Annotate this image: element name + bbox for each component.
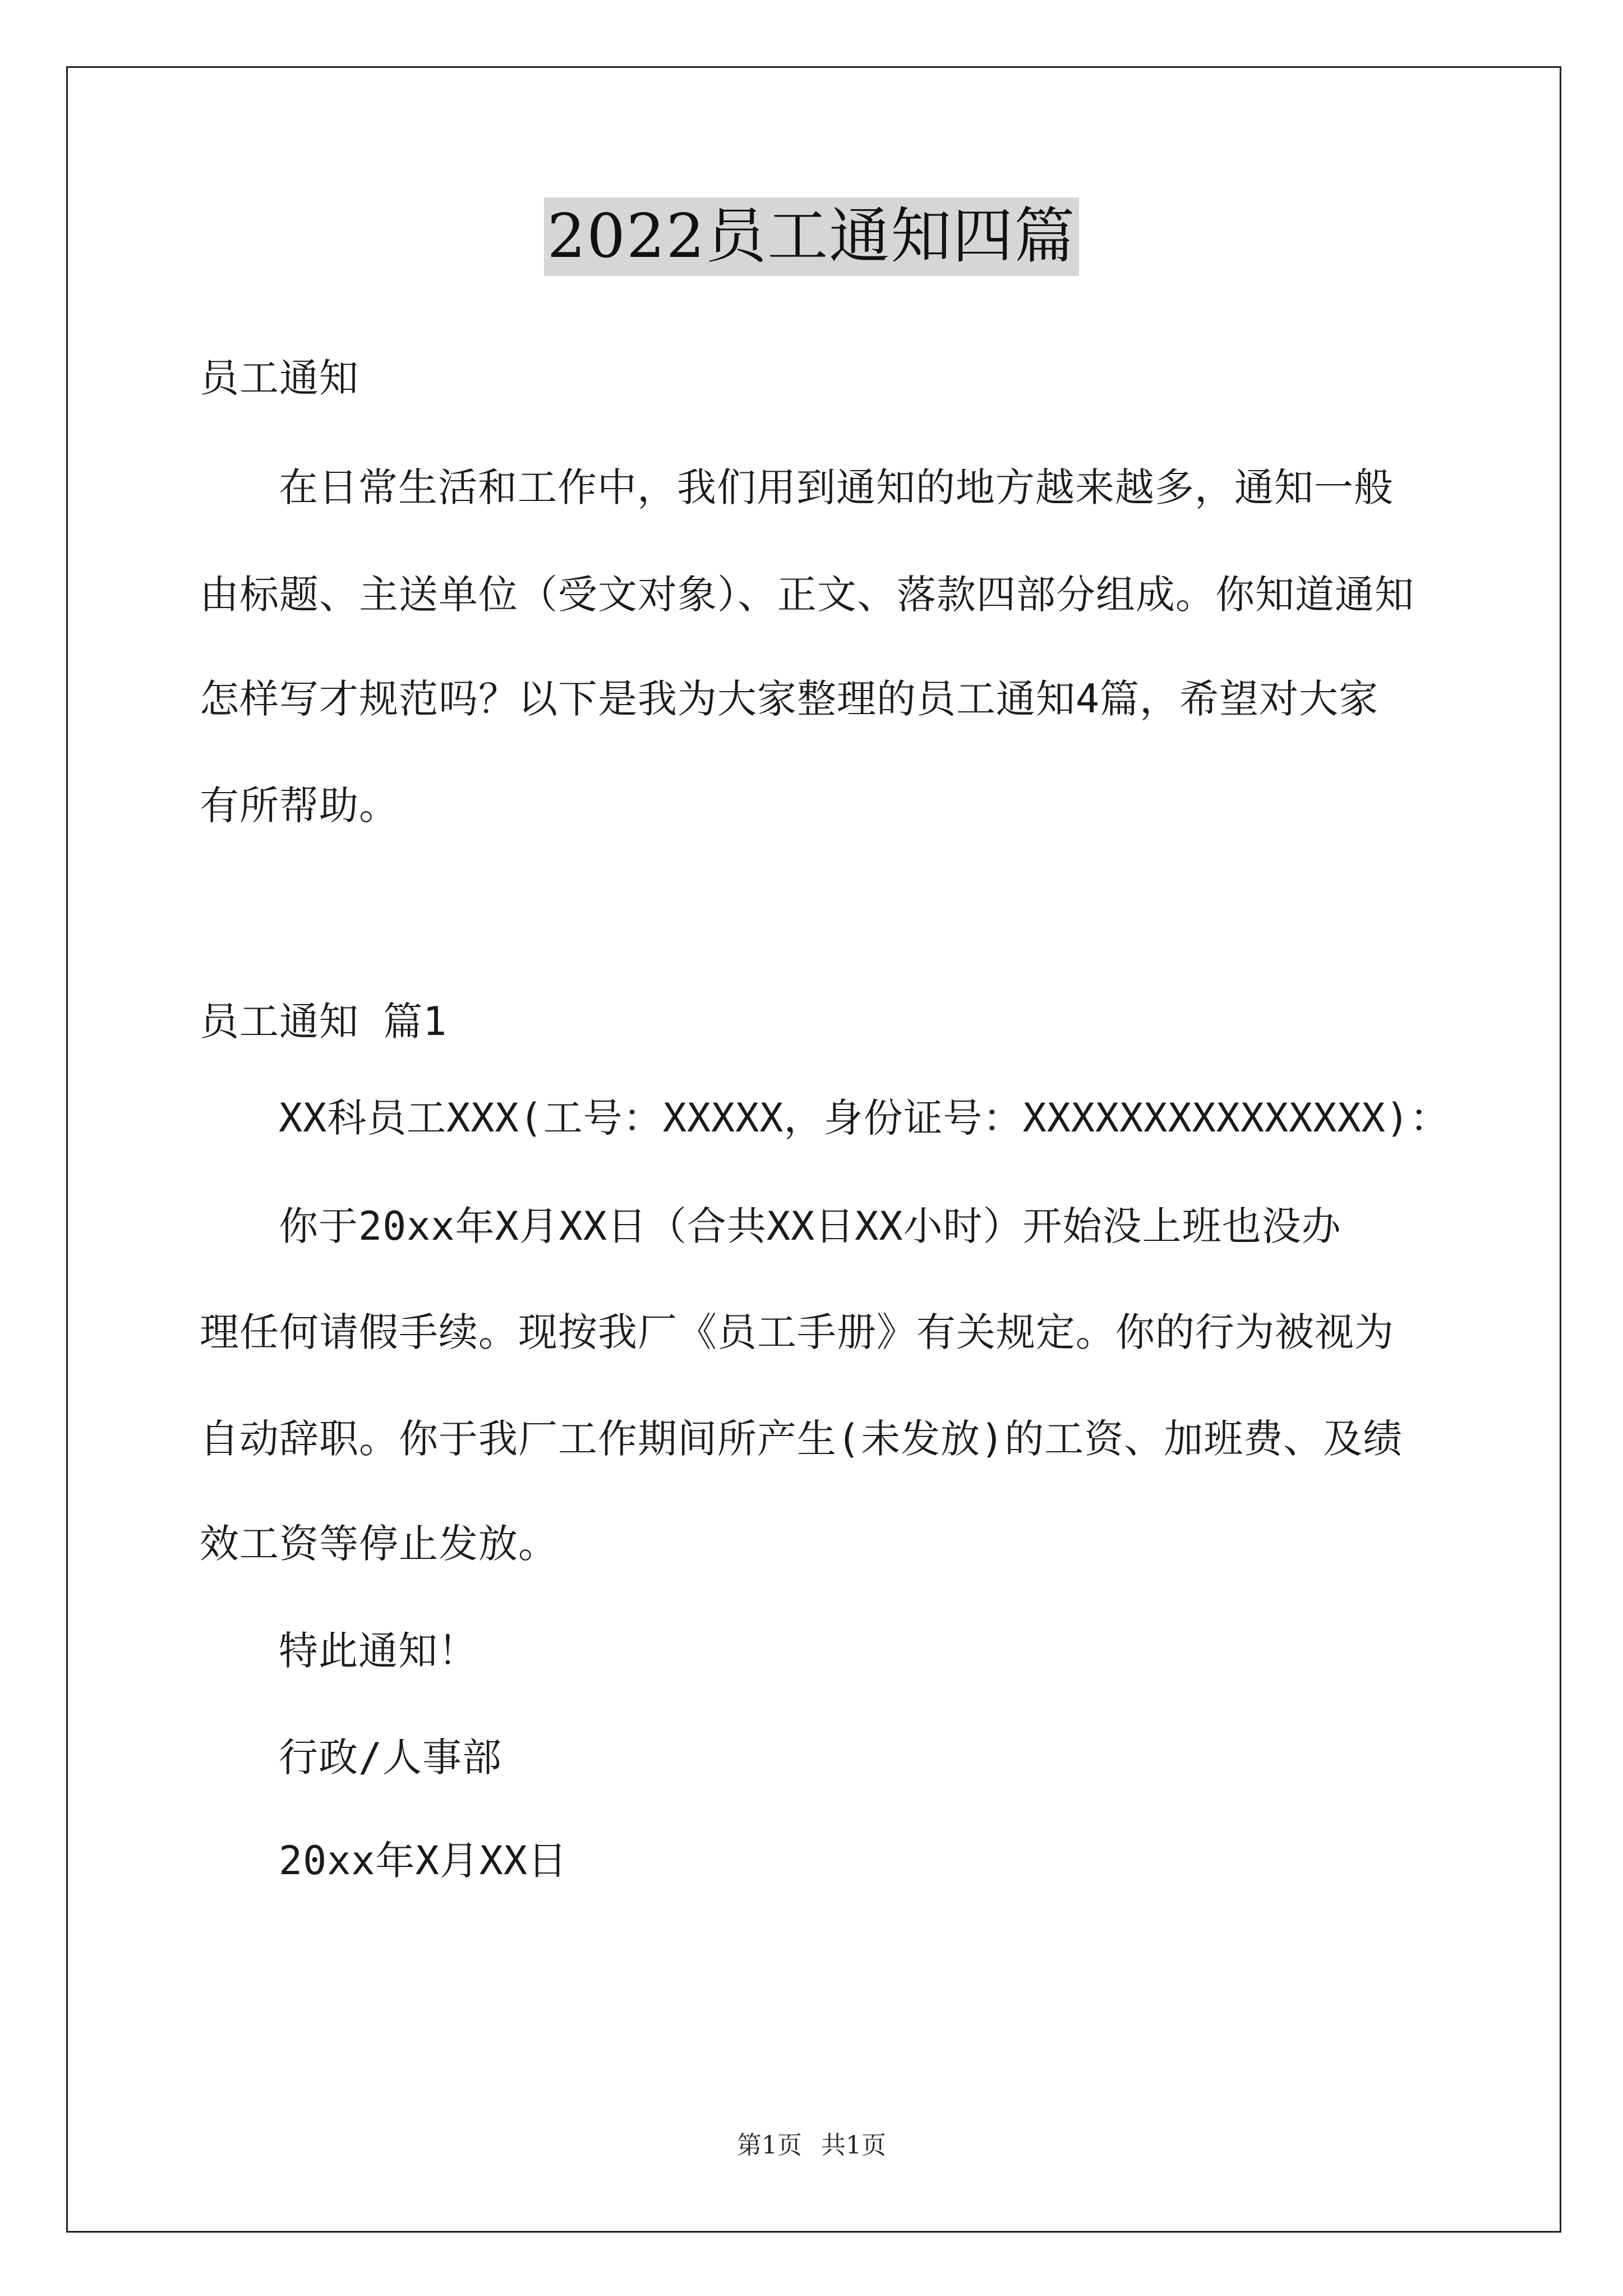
section1-line: 20xx年X月XX日 (279, 1838, 568, 1884)
intro-heading: 员工通知 (200, 355, 359, 401)
section1-line: XX科员工XXX(工号：XXXXX，身份证号：XXXXXXXXXXXXXXX)： (279, 1095, 1450, 1141)
document-title: 2022员工通知四篇 (544, 197, 1080, 276)
section1-line: 特此通知！ (279, 1628, 478, 1674)
title-wrap (0, 197, 1623, 276)
section1-heading: 员工通知 篇1 (200, 999, 448, 1045)
section1-line: 理任何请假手续。现按我厂《员工手册》有关规定。你的行为被视为 (200, 1309, 1394, 1355)
intro-line: 在日常生活和工作中，我们用到通知的地方越来越多，通知一般 (279, 464, 1394, 510)
intro-line: 由标题、主送单位（受文对象）、正文、落款四部分组成。你知道通知 (200, 572, 1414, 618)
section1-line: 行政/人事部 (279, 1734, 502, 1780)
page-footer (0, 2125, 1623, 2161)
section1-line: 效工资等停止发放。 (200, 1521, 558, 1567)
intro-line: 有所帮助。 (200, 783, 399, 829)
intro-line: 怎样写才规范吗？以下是我为大家整理的员工通知4篇，希望对大家 (200, 676, 1379, 722)
page-total: 共1页 (821, 2131, 886, 2160)
section1-line: 你于20xx年X月XX日（合共XX日XX小时）开始没上班也没办 (279, 1203, 1341, 1249)
page-number: 第1页 (737, 2131, 802, 2160)
section1-line: 自动辞职。你于我厂工作期间所产生(未发放)的工资、加班费、及绩 (200, 1416, 1403, 1462)
